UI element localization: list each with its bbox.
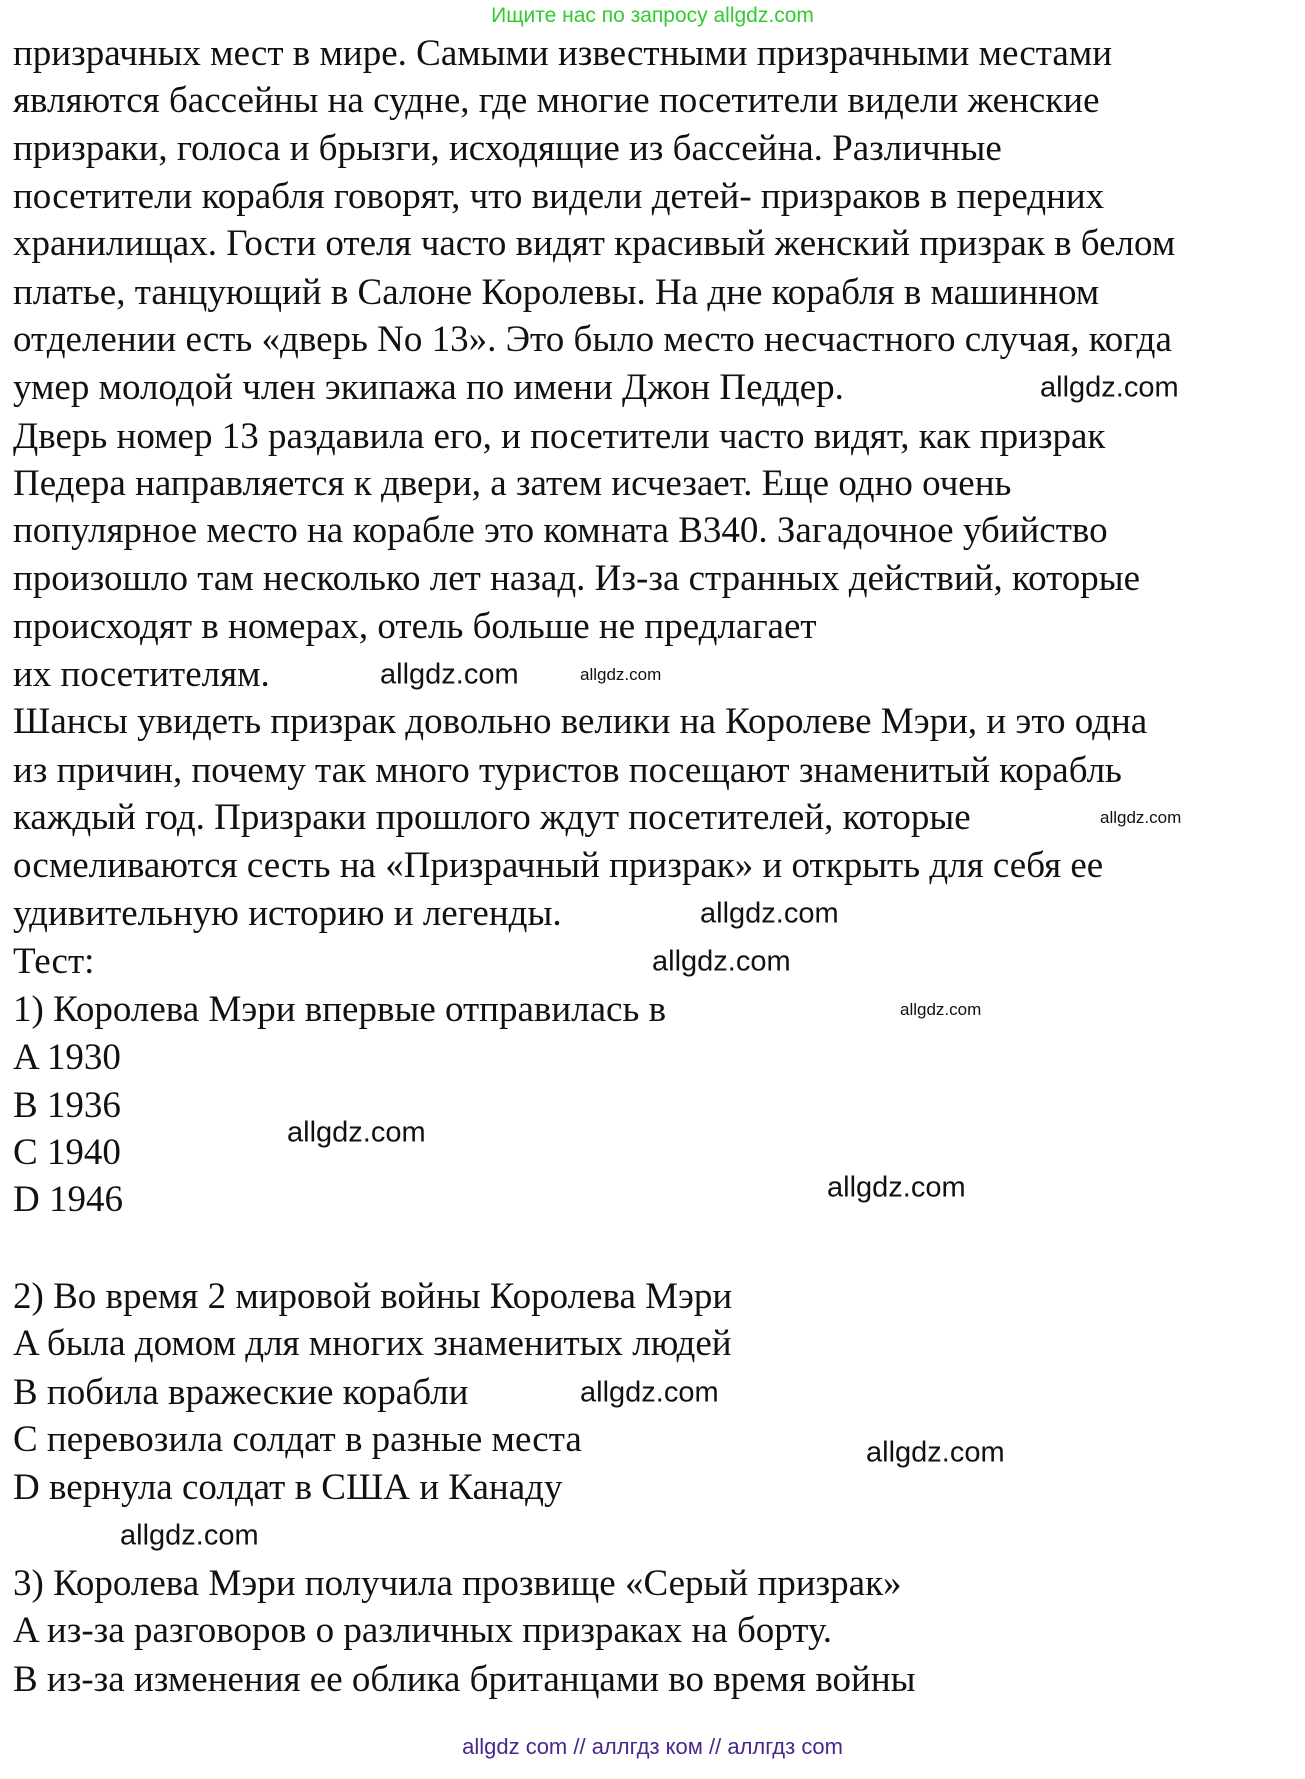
text-line: B из-за изменения ее облика британцами во время войны	[13, 1658, 916, 1700]
watermark-text: allgdz.com	[900, 1000, 982, 1019]
text-line: отделении есть «дверь No 13». Это было место несчастного случая, когда	[13, 318, 1172, 360]
text-line: C перевозила солдат в разные места	[13, 1419, 582, 1460]
text-line: D 1946	[13, 1179, 123, 1221]
text-line: хранилищах. Гости отеля часто видят красивый женский призрак в белом	[13, 223, 1176, 265]
text-line: каждый год. Призраки прошлого ждут посетителей, которые	[13, 796, 971, 838]
text-line: платье, танцующий в Салоне Королевы. На дне корабля в машинном	[13, 271, 1100, 313]
text-line: популярное место на корабле это комната B340. Загадочное убийство	[13, 510, 1108, 551]
watermark-text: allgdz.com	[120, 1519, 259, 1552]
watermark-text: allgdz.com	[580, 665, 662, 684]
text-line: D вернула солдат в США и Канаду	[13, 1467, 563, 1509]
text-line: Дверь номер 13 раздавила его, и посетители часто видят, как призрак	[13, 415, 1106, 457]
text-line: Шансы увидеть призрак довольно велики на Королеве Мэри, и это одна	[13, 701, 1148, 743]
watermark-text: allgdz.com	[866, 1436, 1005, 1469]
search-banner: Ищите нас по запросу allgdz.com	[491, 4, 814, 27]
watermark-text: allgdz.com	[287, 1116, 426, 1149]
watermark-text: allgdz.com	[700, 897, 839, 930]
text-line: произошло там несколько лет назад. Из-за странных действий, которые	[13, 558, 1141, 600]
text-line: происходят в номерах, отель больше не предлагает	[13, 605, 817, 647]
text-line: являются бассейны на судне, где многие посетители видели женские	[13, 80, 1100, 122]
text-line: призраки, голоса и брызги, исходящие из бассейна. Различные	[13, 127, 1002, 169]
watermark-text: allgdz.com	[1100, 808, 1182, 827]
text-line: из причин, почему так много туристов посещают знаменитый корабль	[13, 749, 1122, 791]
text-line: A из-за разговоров о различных призраках на борту.	[13, 1610, 833, 1652]
text-line: их посетителям.	[13, 654, 270, 695]
text-line: A была домом для многих знаменитых людей	[13, 1323, 732, 1365]
text-line: 2) Во время 2 мировой войны Королева Мэри	[13, 1276, 733, 1318]
text-line: B побила вражеские корабли	[13, 1371, 469, 1413]
text-line: A 1930	[13, 1036, 121, 1078]
watermark-text: allgdz.com	[580, 1376, 719, 1409]
text-line: Педера направляется к двери, а затем исчезает. Еще одно очень	[13, 462, 1012, 504]
text-line: умер молодой член экипажа по имени Джон Педдер.	[13, 367, 844, 409]
text-line: Тест:	[13, 940, 95, 982]
text-line: 1) Королева Мэри впервые отправилась в	[13, 989, 667, 1031]
text-line: C 1940	[13, 1132, 121, 1174]
text-line: посетители корабля говорят, что видели детей- призраков в передних	[13, 175, 1105, 217]
footer-watermark: allgdz com // аллгдз ком // аллгдз com	[462, 1734, 843, 1759]
watermark-text: allgdz.com	[1040, 371, 1179, 404]
watermark-text: allgdz.com	[380, 658, 519, 691]
text-line: осмеливаются сесть на «Призрачный призрак» и открыть для себя ее	[13, 845, 1104, 887]
text-line: удивительную историю и легенды.	[13, 892, 562, 934]
watermark-text: allgdz.com	[827, 1171, 966, 1204]
text-line: призрачных мест в мире. Самыми известными призрачными местами	[13, 33, 1113, 74]
watermark-text: allgdz.com	[652, 945, 791, 978]
text-line: 3) Королева Мэри получила прозвище «Серый призрак»	[13, 1563, 902, 1604]
text-line: B 1936	[13, 1084, 121, 1126]
